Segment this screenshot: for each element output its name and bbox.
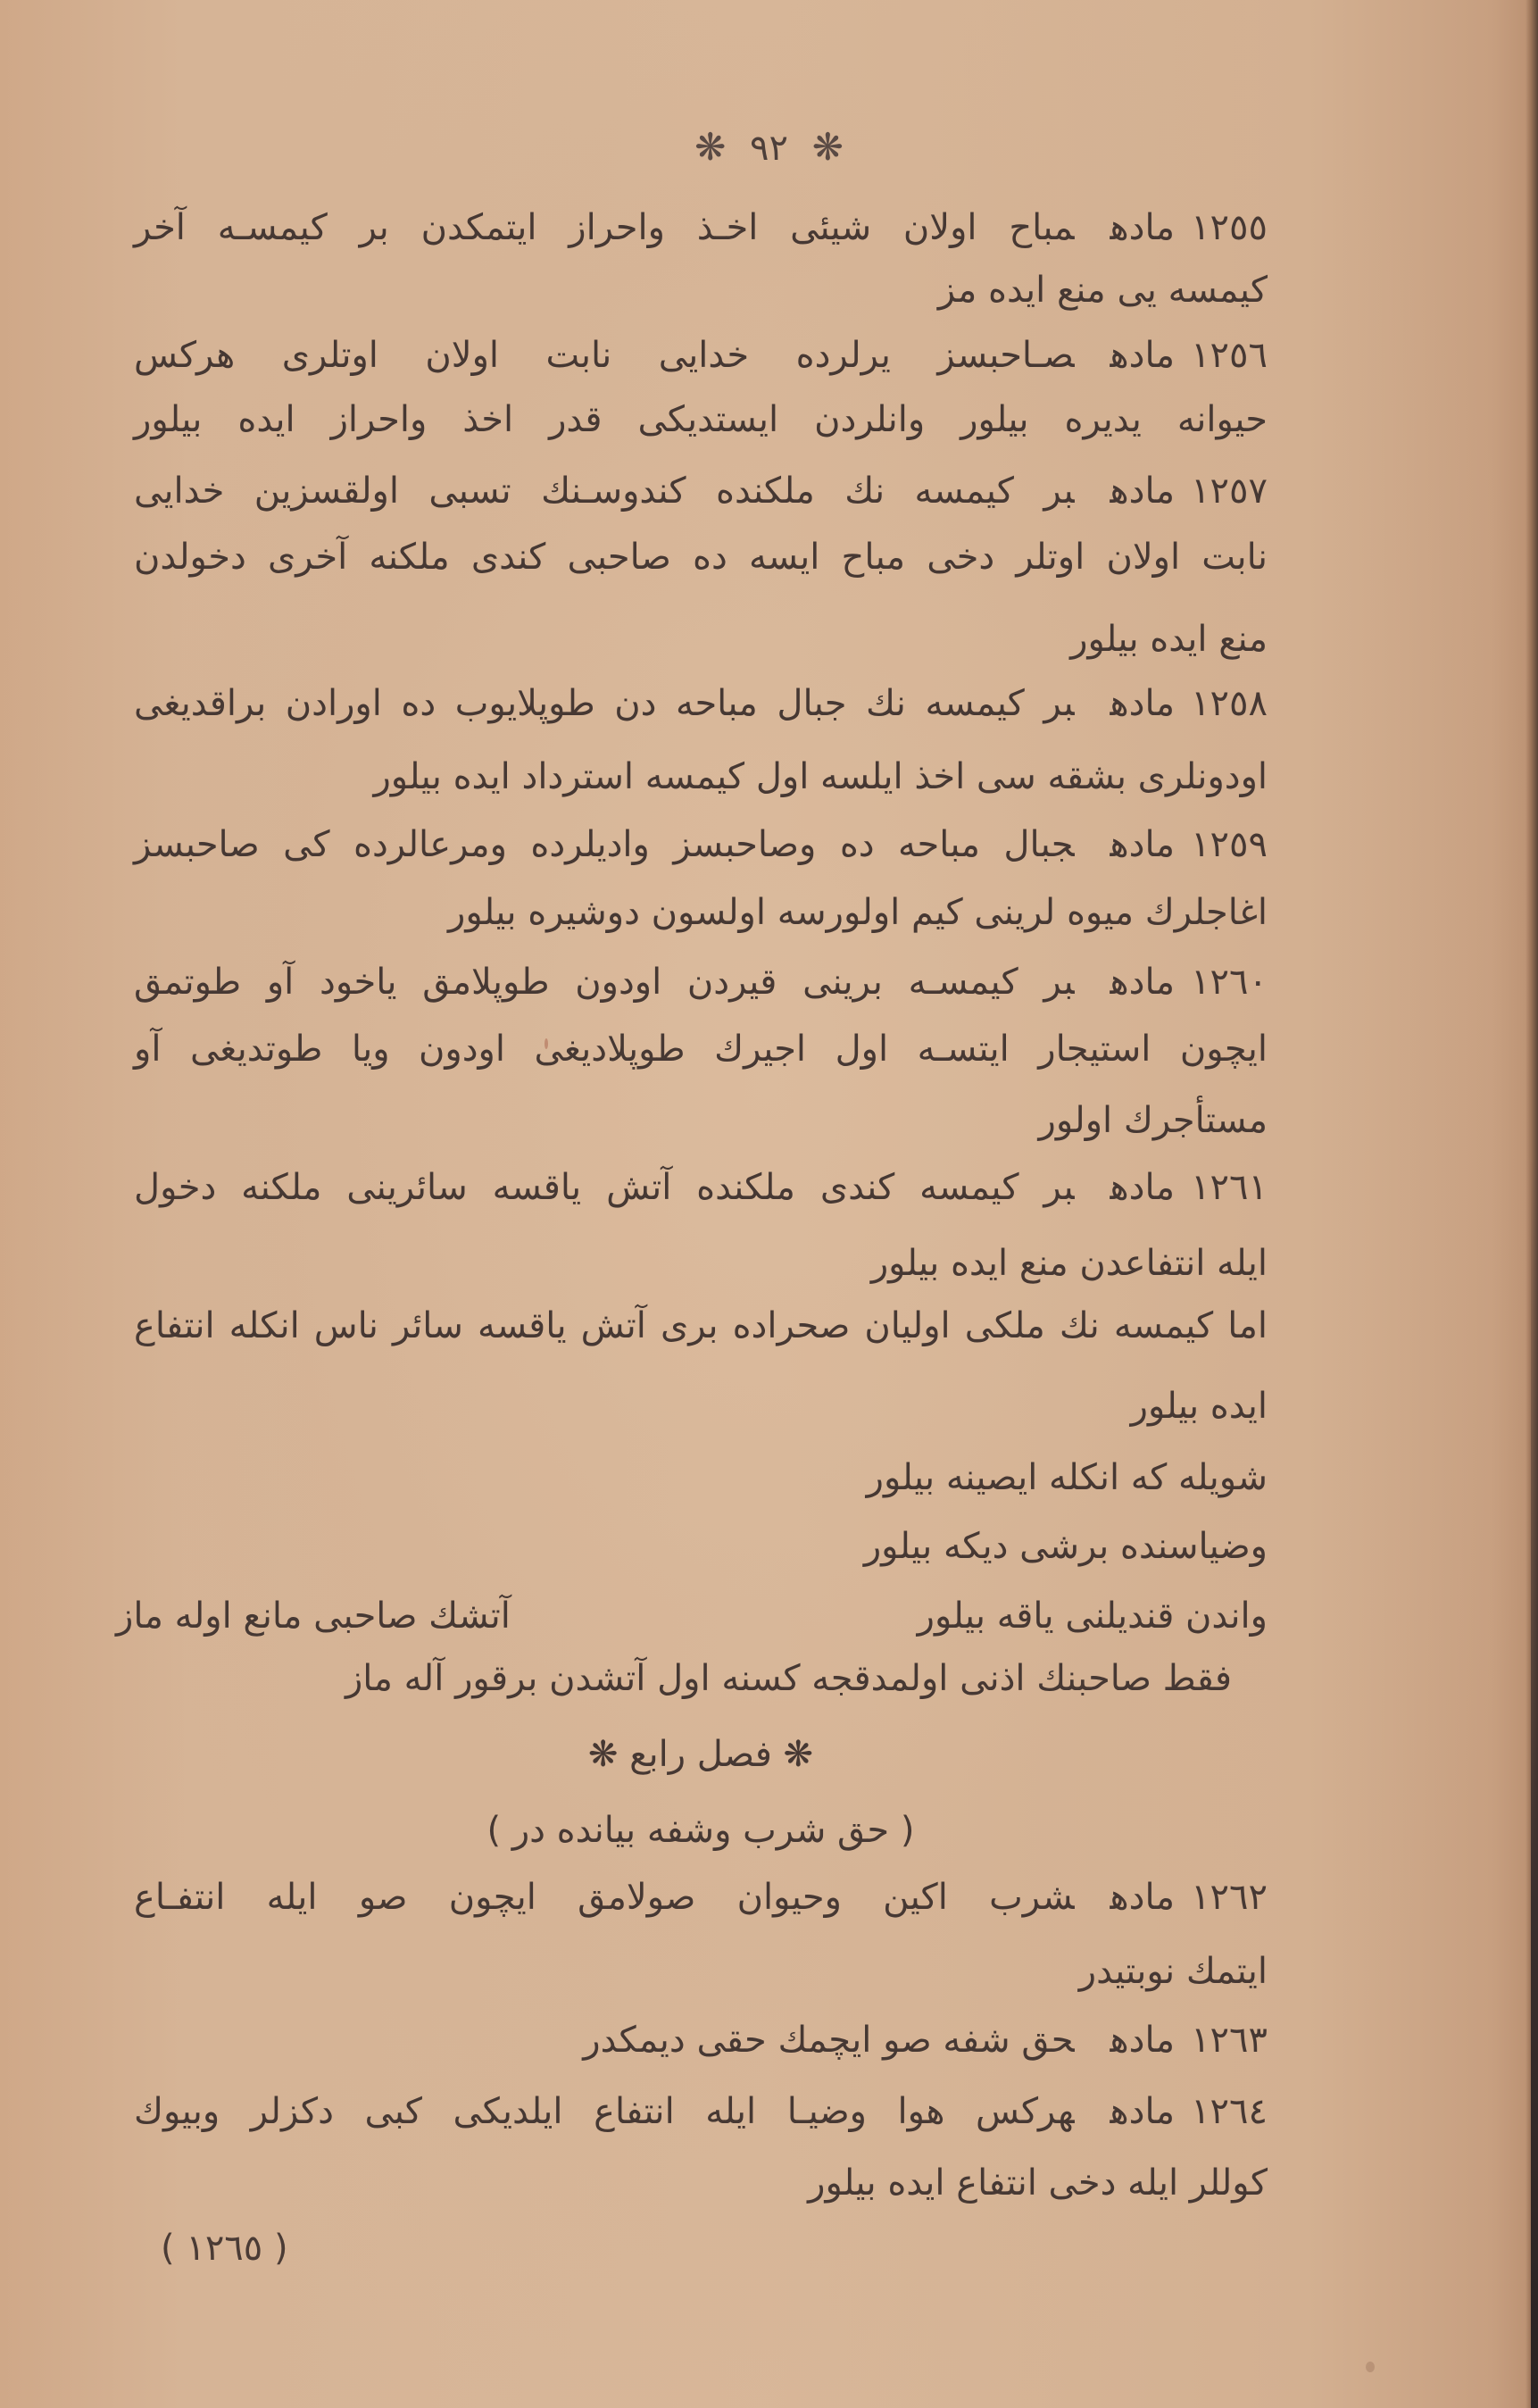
article-1257-line-3: منع ايده بيلور — [1070, 619, 1268, 660]
article-label: ماده — [1110, 2091, 1176, 2132]
article-number: ١٢٥٨ — [1191, 683, 1268, 724]
article-1264-line-1 — [134, 2091, 1268, 2132]
article-1259-line-2: اغاجلرك ميوه لرينی كيم اولورسه اولسون دوشيره بيلور — [448, 892, 1268, 933]
article-1257-line-1 — [134, 471, 1268, 512]
article-label: ماده — [1110, 1167, 1176, 1208]
ornament-icon: ❋ — [587, 1734, 619, 1775]
article-1261-line-2: ايله انتفاعدن منع ايده بيلور — [870, 1243, 1268, 1284]
article-1261-closing-line: فقط صاحبنك اذنی اولمدقجه كسنه اول آتشدن برقور آله ماز — [345, 1658, 1232, 1699]
article-text: بر كيمسـه برينی قيردن اودون طوپلامق ياخود آو طوتمق — [134, 962, 1075, 1003]
article-1261-line-6: وضياسنده برشی ديكه بيلور — [863, 1526, 1268, 1567]
article-1260-line-3: مستأجرك اولور — [1038, 1100, 1268, 1141]
article-label: ماده — [1110, 207, 1176, 248]
section-title — [134, 1734, 1268, 1775]
binding-edge — [1531, 1158, 1538, 2408]
article-label: ماده — [1110, 1877, 1176, 1918]
article-text: حق شفه صو ايچمك حقی ديمكدر — [583, 2020, 1075, 2061]
article-1259-line-1 — [134, 824, 1268, 865]
article-1261-line-1 — [134, 1167, 1268, 1208]
article-label: ماده — [1110, 471, 1176, 512]
catchword: ( ١٢٦٥ ) — [161, 2228, 288, 2269]
article-number: ١٢٥٩ — [1191, 824, 1268, 865]
article-1258-line-2: اودونلری بشقه سی اخذ ايلسه اول كيمسه استرداد ايده بيلور — [373, 756, 1268, 797]
article-1261-line-3: اما كيمسه نك ملكی اوليان صحراده بری آتش ياقسه سائر ناس انكله انتفاع — [134, 1305, 1268, 1346]
article-1261-line-4: ايده بيلور — [1130, 1386, 1268, 1427]
article-label: ماده — [1110, 683, 1176, 724]
article-1263-line-1 — [583, 2020, 1268, 2061]
article-1262-line-2: ايتمك نوبتيدر — [1078, 1951, 1268, 1992]
article-label: ماده — [1110, 824, 1176, 865]
article-number: ١٢٦٠ — [1191, 962, 1268, 1003]
article-text: صـاحبسز يرلرده خدايی نابت اولان اوتلری هركس — [134, 335, 1075, 376]
main-text — [116, 0, 1268, 2408]
article-text: بر كيمسه كندی ملكنده آتش ياقسه سائرينی ملكنه دخول — [134, 1167, 1075, 1208]
article-text: مباح اولان شيئی اخـذ واحراز ايتمكدن بر كيمسـه آخر — [134, 207, 1075, 248]
article-1261-line-5: شويله كه انكله ايصينه بيلور — [866, 1457, 1268, 1498]
article-1262-line-1 — [134, 1877, 1268, 1918]
article-1264-line-2: كوللر ايله دخی انتفاع ايده بيلور — [808, 2162, 1268, 2204]
article-1261-line-7: واندن قنديلنی ياقه بيلور — [917, 1596, 1268, 1637]
article-label: ماده — [1110, 962, 1176, 1003]
article-text: بر كيمسه نك جبال مباحه دن طوپلايوب ده اورادن براقديغی — [134, 683, 1075, 724]
article-text: جبال مباحه ده وصاحبسز واديلرده ومرعالرده كی صاحبسز — [134, 824, 1075, 865]
article-1258-line-1 — [134, 683, 1268, 724]
article-number: ١٢٦٣ — [1191, 2020, 1268, 2061]
article-number: ١٢٥٦ — [1191, 335, 1268, 376]
article-1256-line-2: حيوانه يديره بيلور وانلردن ايستديكی قدر اخذ واحراز ايده بيلور — [134, 399, 1268, 440]
article-label: ماده — [1110, 2020, 1176, 2061]
article-number: ١٢٦٢ — [1191, 1877, 1268, 1918]
article-1256-line-1 — [134, 335, 1268, 376]
article-1255-line-2: كيمسه يی منع ايده مز — [937, 270, 1268, 311]
section-subtitle: ( حق شرب وشفه بيانده در ) — [486, 1810, 915, 1851]
article-text: بر كيمسه نك ملكنده كندوسـنك تسبی اولقسزين خدايی — [134, 471, 1075, 512]
article-1255-line-1 — [134, 207, 1268, 248]
ornament-icon: ❋ — [783, 1734, 814, 1775]
section-title-text: فصل رابع — [629, 1734, 772, 1775]
ornament-icon: ❋ — [811, 125, 844, 169]
paper-spot — [1366, 2362, 1375, 2372]
article-label: ماده — [1110, 335, 1176, 376]
article-text: هركس هوا وضيـا ايله انتفاع ايلديكی كبی دكزلر وبيوك — [134, 2091, 1075, 2132]
article-number: ١٢٥٧ — [1191, 471, 1268, 512]
article-number: ١٢٦٤ — [1191, 2091, 1268, 2132]
article-text: شرب اكين وحيوان صولامق ايچون صو ايله انتفـاع — [134, 1877, 1075, 1918]
article-1260-line-1 — [134, 962, 1268, 1003]
article-number: ١٢٦١ — [1191, 1167, 1268, 1208]
page-number: ٩٢ — [750, 128, 788, 169]
article-1257-line-2: نابت اولان اوتلر دخی مباح ايسه ده صاحبی كندی ملكنه آخری دخولدن — [134, 537, 1268, 578]
article-1260-line-2: ايچون استيجار ايتسـه اول اجيرك طوپلاديغی اودون ويا طوتديغی آو — [134, 1029, 1268, 1070]
ornament-icon: ❋ — [694, 125, 727, 169]
article-number: ١٢٥٥ — [1191, 207, 1268, 248]
article-1261-side-note: آتشك صاحبی مانع اوله ماز — [116, 1596, 511, 1637]
